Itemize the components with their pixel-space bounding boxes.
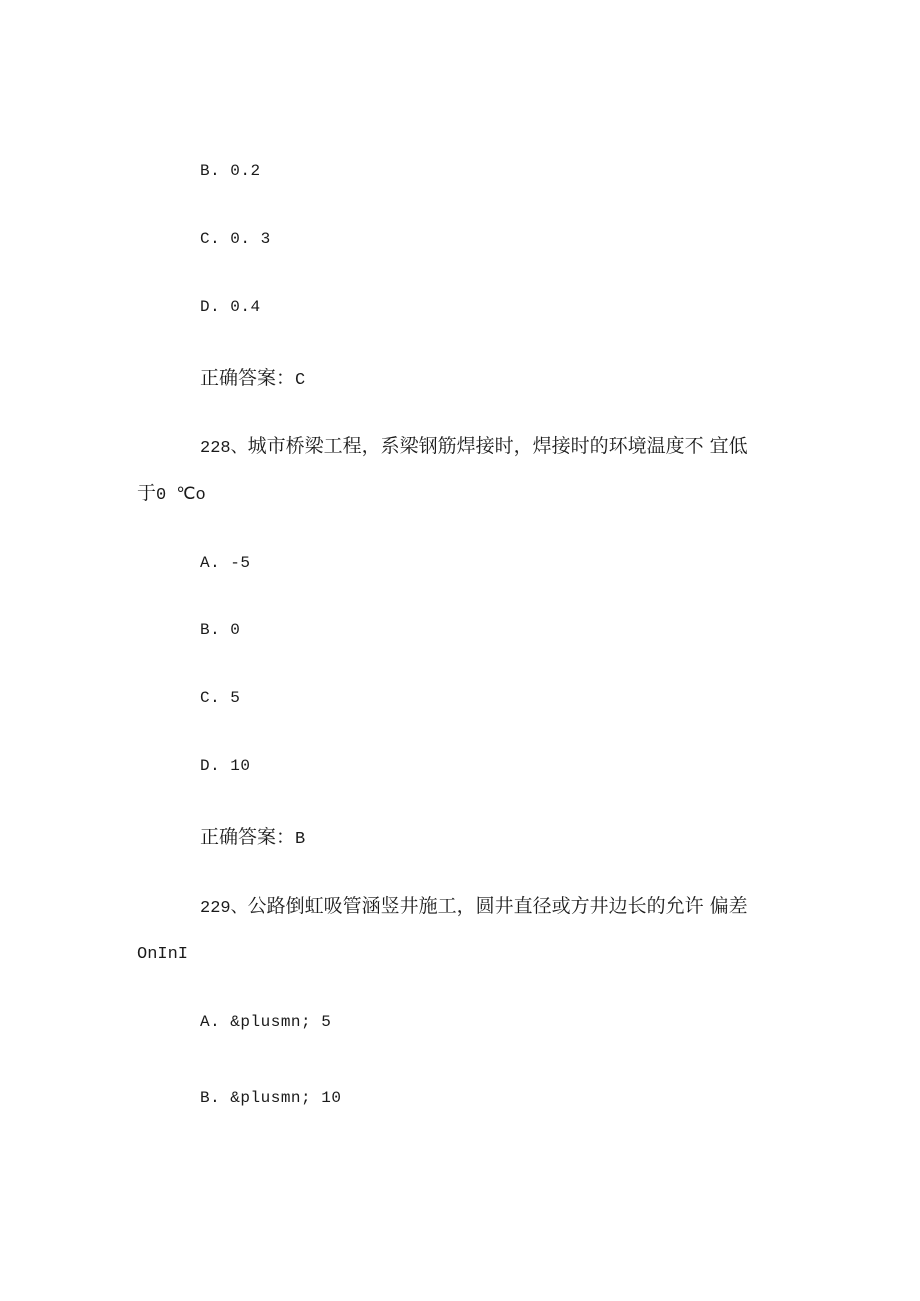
- q227-option-b: B. 0.2: [200, 162, 261, 180]
- q229-option-b: B. &plusmn; 10: [200, 1089, 342, 1107]
- q228-option-a: A. -5: [200, 554, 251, 572]
- question-number: 229、: [200, 899, 248, 918]
- answer-label: 正确答案：: [200, 826, 296, 848]
- q227-answer: [200, 369, 305, 389]
- question-text-unit: 0 ℃o: [156, 486, 206, 505]
- q227-option-c: C. 0. 3: [200, 230, 271, 248]
- question-text: 公路倒虹吸管涵竖井施工，圆井直径或方井边长的允许 偏差: [247, 895, 748, 917]
- answer-value: C: [295, 371, 306, 390]
- answer-label: 正确答案：: [200, 367, 296, 389]
- q229-option-a: A. &plusmn; 5: [200, 1013, 332, 1031]
- q227-option-d: D. 0.4: [200, 298, 261, 316]
- q228-option-d: D. 10: [200, 757, 251, 775]
- q228-answer: [200, 828, 305, 848]
- question-text-cn: 于: [137, 482, 157, 504]
- q229-question: [200, 897, 748, 917]
- q228-option-b: B. 0: [200, 621, 241, 639]
- question-text-unit: OnInI: [137, 945, 189, 964]
- answer-value: B: [295, 830, 306, 849]
- question-text: 城市桥梁工程，系梁钢筋焊接时，焊接时的环境温度不 宜低: [247, 435, 748, 457]
- question-number: 228、: [200, 439, 248, 458]
- q228-question: [200, 437, 748, 457]
- q228-question-continued: [137, 484, 206, 504]
- q229-question-continued: [137, 945, 188, 963]
- q228-option-c: C. 5: [200, 689, 241, 707]
